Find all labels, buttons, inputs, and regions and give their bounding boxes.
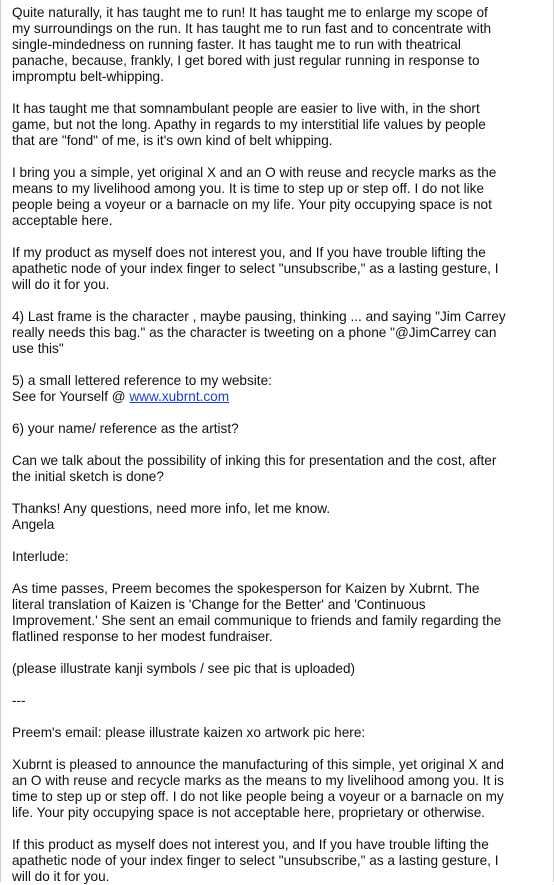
para-unsubscribe-2 [12, 837, 545, 885]
text-line: an O with reuse and recycle marks as the means to my livelihood among you. It is [12, 773, 504, 788]
para-last-frame [12, 309, 545, 357]
para-inking [12, 453, 545, 485]
text-line: 6) your name/ reference as the artist? [12, 421, 239, 436]
para-interlude [12, 549, 545, 565]
website-link[interactable]: www.xubrnt.com [129, 389, 230, 404]
text-line: If this product as myself does not interest you, and If you have trouble lifting the [12, 837, 489, 852]
para-thanks [12, 501, 545, 533]
document-body [1, 0, 553, 885]
para-preem-email [12, 725, 545, 741]
text-line: Improvement.' She sent an email communique to friends and family regarding the [12, 613, 502, 628]
text-line: panache, because, frankly, I get bored with just regular running in response to [12, 53, 480, 68]
text-line: use this" [12, 341, 64, 356]
para-xubrnt [12, 757, 545, 821]
text-line: will do it for you. [12, 277, 110, 292]
text-line: (please illustrate kanji symbols / see pic that is uploaded) [12, 661, 356, 676]
text-line: means to my livelihood among you. It is time to step up or step off. I do not like [12, 181, 484, 196]
para-somnambulant [12, 101, 545, 149]
text-line: Interlude: [12, 549, 69, 564]
text-line: will do it for you. [12, 869, 110, 884]
text-line: apathetic node of your index finger to select "unsubscribe," as a lasting gesture, I [12, 853, 499, 868]
text-line: my surroundings on the run. It has taught me to run fast and to concentrate with [12, 21, 492, 36]
text-line: single-mindedness on running faster. It has taught me to run with theatrical [12, 37, 461, 52]
text-line: game, but not the long. Apathy in regards to my interstitial life values by people [12, 117, 486, 132]
text-line: Can we talk about the possibility of inking this for presentation and the cost, after [12, 453, 497, 468]
text-line: Preem's email: please illustrate kaizen xo artwork pic here: [12, 725, 366, 740]
text-line: the initial sketch is done? [12, 469, 164, 484]
text-line: It has taught me that somnambulant people are easier to live with, in the short [12, 101, 480, 116]
text-line: 5) a small lettered reference to my website: [12, 373, 272, 388]
text-line: acceptable here. [12, 213, 113, 228]
website-reference-line [12, 389, 545, 405]
text-line: 4) Last frame is the character , maybe pausing, thinking ... and saying "Jim Carrey [12, 309, 506, 324]
text-line: literal translation of Kaizen is 'Change for the Better' and 'Continuous [12, 597, 426, 612]
text-line: Thanks! Any questions, need more info, let me know. [12, 501, 331, 516]
para-reference [12, 373, 545, 405]
para-preem [12, 581, 545, 645]
text-line: I bring you a simple, yet original X and an O with reuse and recycle marks as the [12, 165, 497, 180]
para-kanji [12, 661, 545, 677]
text-line: life. Your pity occupying space is not acceptable here, proprietary or otherwise. [12, 805, 486, 820]
para-unsubscribe-1 [12, 245, 545, 293]
text-line: Angela [12, 517, 55, 532]
text-line: Quite naturally, it has taught me to run! It has taught me to enlarge my scope of [12, 5, 488, 20]
para-artist [12, 421, 545, 437]
text-line: that are "fond" of me, is it's own kind of belt whipping. [12, 133, 333, 148]
text-line: As time passes, Preem becomes the spokesperson for Kaizen by Xubrnt. The [12, 581, 480, 596]
website-reference-prefix: See for Yourself @ [12, 389, 130, 404]
text-line: people being a voyeur or a barnacle on my life. Your pity occupying space is not [12, 197, 492, 212]
text-line: Xubrnt is pleased to announce the manufacturing of this simple, yet original X and [12, 757, 504, 772]
text-line: really needs this bag." as the character is tweeting on a phone "@JimCarrey can [12, 325, 497, 340]
text-line: If my product as myself does not interest you, and If you have trouble lifting the [12, 245, 486, 260]
text-line: flatlined response to her modest fundraiser. [12, 629, 273, 644]
para-separator [12, 693, 545, 709]
para-taught-to-run [12, 5, 545, 85]
para-x-and-o [12, 165, 545, 229]
text-line: --- [12, 693, 26, 708]
text-line: impromptu belt-whipping. [12, 69, 164, 84]
text-line: apathetic node of your index finger to select "unsubscribe," as a lasting gesture, I [12, 261, 499, 276]
text-line: time to step up or step off. I do not like people being a voyeur or a barnacle on my [12, 789, 504, 804]
